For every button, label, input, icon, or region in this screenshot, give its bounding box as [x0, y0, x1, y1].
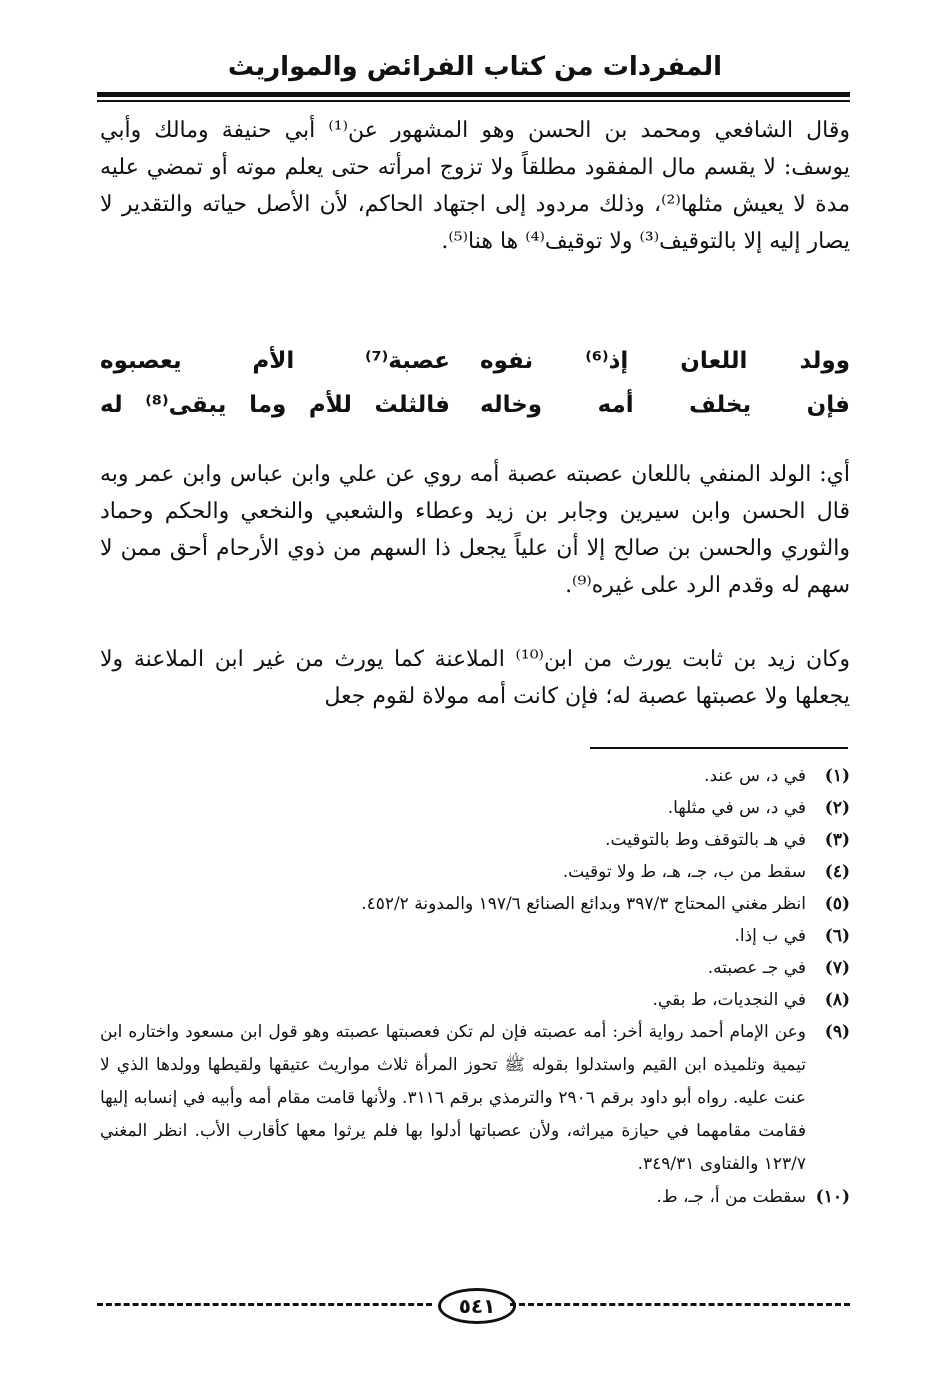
- paragraph-commentary: [100, 456, 850, 604]
- footnote-number: (٦): [824, 926, 850, 946]
- footnote-number: (٩): [824, 1022, 850, 1042]
- header-rule-thick: [97, 92, 850, 97]
- paragraph-text: وكان زيد بن ثابت يورث من ابن⁽¹⁰⁾ الملاعنة كما يورث من غير ابن الملاعنة ولا يجعلها ولا عصبتها عصبة له؛ فإن كانت أمه مولاة لقوم جعل: [100, 647, 850, 709]
- page-footer: [97, 1288, 850, 1328]
- footnote-separator: [590, 747, 848, 749]
- footnotes-list: [100, 760, 850, 1213]
- page-number-badge: ٥٤١: [438, 1288, 516, 1324]
- footnote-number: (٣): [824, 830, 850, 850]
- verse-line-1: [100, 348, 850, 388]
- header-rule-thin: [97, 100, 850, 102]
- verse-line-2: [100, 392, 850, 432]
- footnote-item: [100, 984, 850, 1016]
- footnote-item: [100, 792, 850, 824]
- running-header-title: المفردات من كتاب الفرائض والمواريث: [227, 52, 723, 82]
- footnote-item: [100, 920, 850, 952]
- footnote-item: [100, 856, 850, 888]
- paragraph-text: وقال الشافعي ومحمد بن الحسن وهو المشهور عن⁽¹⁾ أبي حنيفة ومالك وأبي يوسف: لا يقسم مال المفقود مطلقاً ولا تزوج امرأته حتى يعلم موته أو تمضي عليه مدة لا يعيش مثلها⁽²⁾، وذلك مردود إلى اجتهاد الحاكم، لأن الأصل حياته والتقدير لا يصار إليه إلا بالتوقيف⁽³⁾ ولا توقيف⁽⁴⁾ ها هنا⁽⁵⁾.: [100, 118, 851, 254]
- verse-2-second-hemistich: فالثلث للأم وما يبقى⁽⁸⁾ له: [100, 392, 450, 418]
- footnote-text: انظر مغني المحتاج ٣٩٧/٣ وبدائع الصنائع ١٩٧/٦ والمدونة ٤٥٢/٢.: [361, 894, 806, 914]
- footnote-text: وعن الإمام أحمد رواية أخر: أمه عصبته فإن لم تكن فعصبتها عصبته وهو قول ابن مسعود واختاره ابن تيمية وتلميذه ابن القيم واستدلوا بقوله ﷺ تحوز المرأة ثلاث مواريث عتيقها ولقيطها وولدها الذي لا عنت عليه. رواه أبو داود برقم ٢٩٠٦ والترمذي برقم ٣١١٦. ولأنها قامت مقام أمه وأبيه في إنسابه إليها فقامت مقامهما في حيازة ميراثه، ولأن عصباتها أدلوا بها فلم يرثوا معها كأقارب الأب. انظر المغني ١٢٣/٧ والفتاوى ٣٤٩/٣١.: [100, 1022, 806, 1174]
- footnote-item: [100, 888, 850, 920]
- footnote-text: في د، س عند.: [704, 766, 806, 786]
- footnote-text: في النجديات، ط بقي.: [652, 990, 806, 1010]
- footnote-number: (٤): [824, 862, 850, 882]
- footer-dashed-rule-right: [510, 1303, 850, 1306]
- footnote-text: في جـ عصبته.: [707, 958, 806, 978]
- footnote-item: [100, 1181, 850, 1213]
- paragraph-zayd-opinion: [100, 641, 850, 715]
- footnote-item: [100, 760, 850, 792]
- verse-2-first-hemistich: فإن يخلف أمه وخاله: [480, 392, 850, 418]
- footnote-item: [100, 952, 850, 984]
- footnote-text: في د، س في مثلها.: [667, 798, 806, 818]
- footnote-number: (١٠): [815, 1187, 850, 1207]
- footnote-item: [100, 1016, 850, 1181]
- paragraph-text: أي: الولد المنفي باللعان عصبته عصبة أمه روي عن علي وابن عباس وابن عمر وبه قال الحسن وابن سيرين وجابر بن زيد وعطاء والشعبي والنخعي والحكم وحماد والثوري والحسن بن صالح إلا أن علياً يجعل ذا السهم من ذوي الأرحام أحق ممن لا سهم له وقدم الرد على غيره⁽⁹⁾.: [100, 462, 850, 598]
- verse-1-second-hemistich: عصبة⁽⁷⁾ الأم يعصبوه: [100, 348, 450, 374]
- footnote-number: (٢): [824, 798, 850, 818]
- footnote-text: سقطت من أ، جـ، ط.: [656, 1187, 806, 1207]
- footnote-number: (٧): [824, 958, 850, 978]
- footnote-text: في هـ بالتوقف وط بالتوقيت.: [605, 830, 806, 850]
- footnote-text: في ب إذا.: [734, 926, 806, 946]
- footnote-text: سقط من ب، جـ، هـ، ط ولا توقيت.: [562, 862, 806, 882]
- footnote-item: [100, 824, 850, 856]
- footer-dashed-rule-left: [97, 1303, 432, 1306]
- paragraph-missing-person: [100, 112, 850, 260]
- footnote-number: (١): [824, 766, 850, 786]
- footnote-number: (٥): [824, 894, 850, 914]
- verse-1-first-hemistich: وولد اللعان إذ⁽⁶⁾ نفوه: [480, 348, 850, 374]
- footnote-number: (٨): [824, 990, 850, 1010]
